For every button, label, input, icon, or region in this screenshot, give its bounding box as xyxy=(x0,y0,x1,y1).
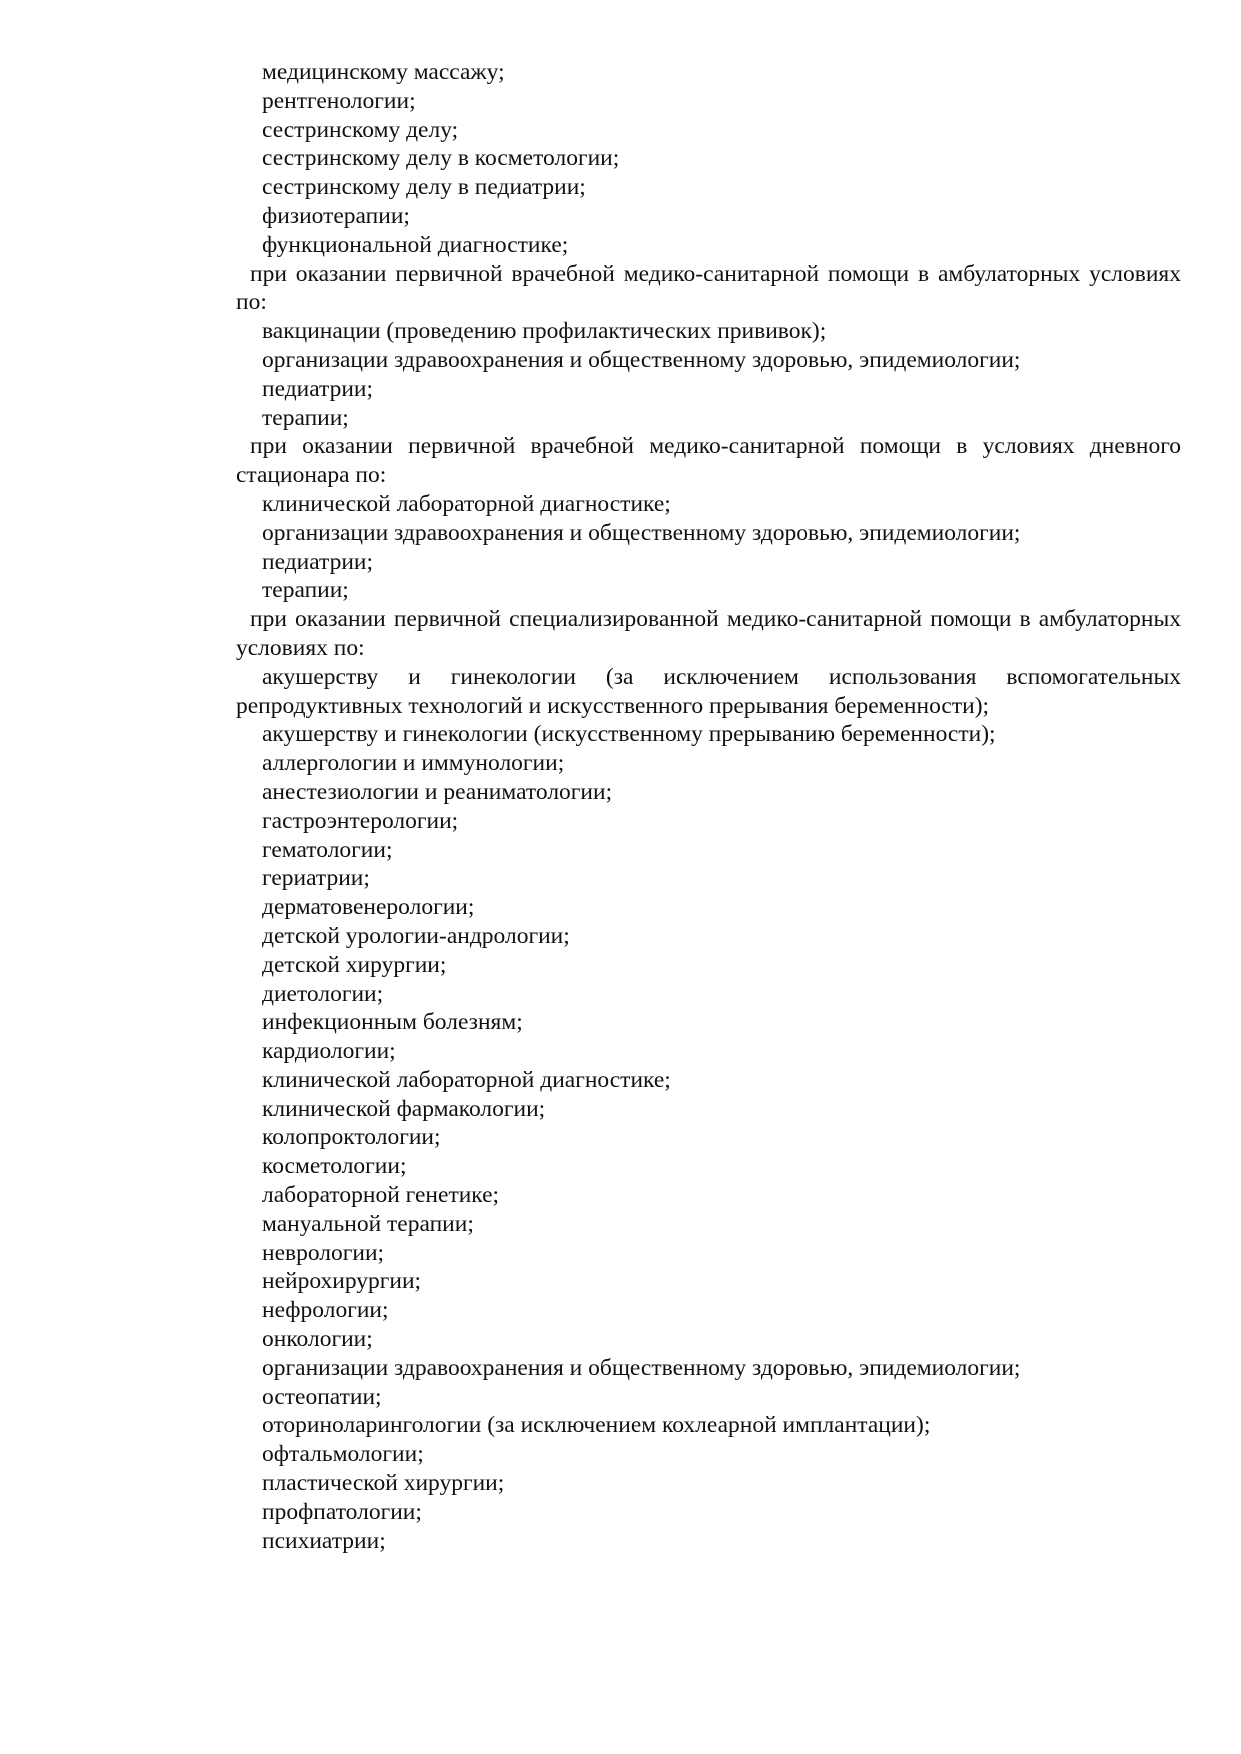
list-item: диетологии; xyxy=(262,980,384,1007)
list-item: терапии; xyxy=(262,577,349,604)
list-item: детской хирургии; xyxy=(262,951,447,978)
list-item: оториноларингологии (за исключением кохлеарной имплантации); xyxy=(262,1412,931,1439)
list-item: детской урологии-андрологии; xyxy=(262,922,570,949)
list-item: колопроктологии; xyxy=(262,1124,441,1151)
section-paragraph: при оказании первичной врачебной медико-санитарной помощи в условиях дневного стационара по: xyxy=(236,433,1181,489)
list-item: нейрохирургии; xyxy=(262,1268,422,1295)
list-item: аллергологии и иммунологии; xyxy=(262,750,565,777)
list-item: клинической фармакологии; xyxy=(262,1095,546,1122)
list-item: анестезиологии и реаниматологии; xyxy=(262,778,613,805)
list-item: дерматовенерологии; xyxy=(262,894,475,921)
list-item: неврологии; xyxy=(262,1239,385,1266)
list-item: нефрологии; xyxy=(262,1297,389,1324)
section-paragraph: при оказании первичной специализированной медико-санитарной помощи в амбулаторных условиях по: xyxy=(236,606,1181,661)
list-item: пластической хирургии; xyxy=(262,1470,505,1497)
list-item: вакцинации (проведению профилактических прививок); xyxy=(262,318,827,345)
list-item: гериатрии; xyxy=(262,865,370,892)
list-item: физиотерапии; xyxy=(262,202,410,229)
list-item-multiline: акушерству и гинекологии (за исключением использования вспомогательных репродуктивных технологий и искусственного прерывания беременности); xyxy=(236,663,1181,719)
list-item: медицинскому массажу; xyxy=(262,59,505,85)
list-item: гастроэнтерологии; xyxy=(262,807,459,834)
list-item: функциональной диагностике; xyxy=(262,231,569,258)
list-item: мануальной терапии; xyxy=(262,1210,474,1237)
list-item: терапии; xyxy=(262,404,349,431)
list-item: лабораторной генетике; xyxy=(262,1182,500,1209)
list-item: онкологии; xyxy=(262,1326,373,1353)
list-item: акушерству и гинекологии (искусственному прерыванию беременности); xyxy=(262,721,996,748)
list-item: профпатологии; xyxy=(262,1498,422,1525)
document-body xyxy=(236,58,1181,1555)
list-item: остеопатии; xyxy=(262,1383,382,1410)
list-item: сестринскому делу; xyxy=(262,116,459,143)
list-item: косметологии; xyxy=(262,1153,407,1180)
list-item: сестринскому делу в педиатрии; xyxy=(262,174,586,201)
list-item: гематологии; xyxy=(262,836,393,863)
list-item: рентгенологии; xyxy=(262,87,416,114)
list-item: организации здравоохранения и общественному здоровью, эпидемиологии; xyxy=(262,519,1021,546)
list-item: кардиологии; xyxy=(262,1038,396,1065)
list-item: психиатрии; xyxy=(262,1527,386,1554)
list-item: клинической лабораторной диагностике; xyxy=(262,490,671,517)
list-item: офтальмологии; xyxy=(262,1441,424,1468)
list-item: клинической лабораторной диагностике; xyxy=(262,1066,671,1093)
list-item: организации здравоохранения и общественному здоровью, эпидемиологии; xyxy=(262,346,1021,373)
list-item: инфекционным болезням; xyxy=(262,1009,523,1036)
list-item: организации здравоохранения и общественному здоровью, эпидемиологии; xyxy=(262,1354,1021,1381)
list-item: педиатрии; xyxy=(262,548,374,575)
list-item: сестринскому делу в косметологии; xyxy=(262,145,620,172)
section-paragraph: при оказании первичной врачебной медико-санитарной помощи в амбулаторных условиях по: xyxy=(236,260,1181,316)
list-item: педиатрии; xyxy=(262,375,374,402)
